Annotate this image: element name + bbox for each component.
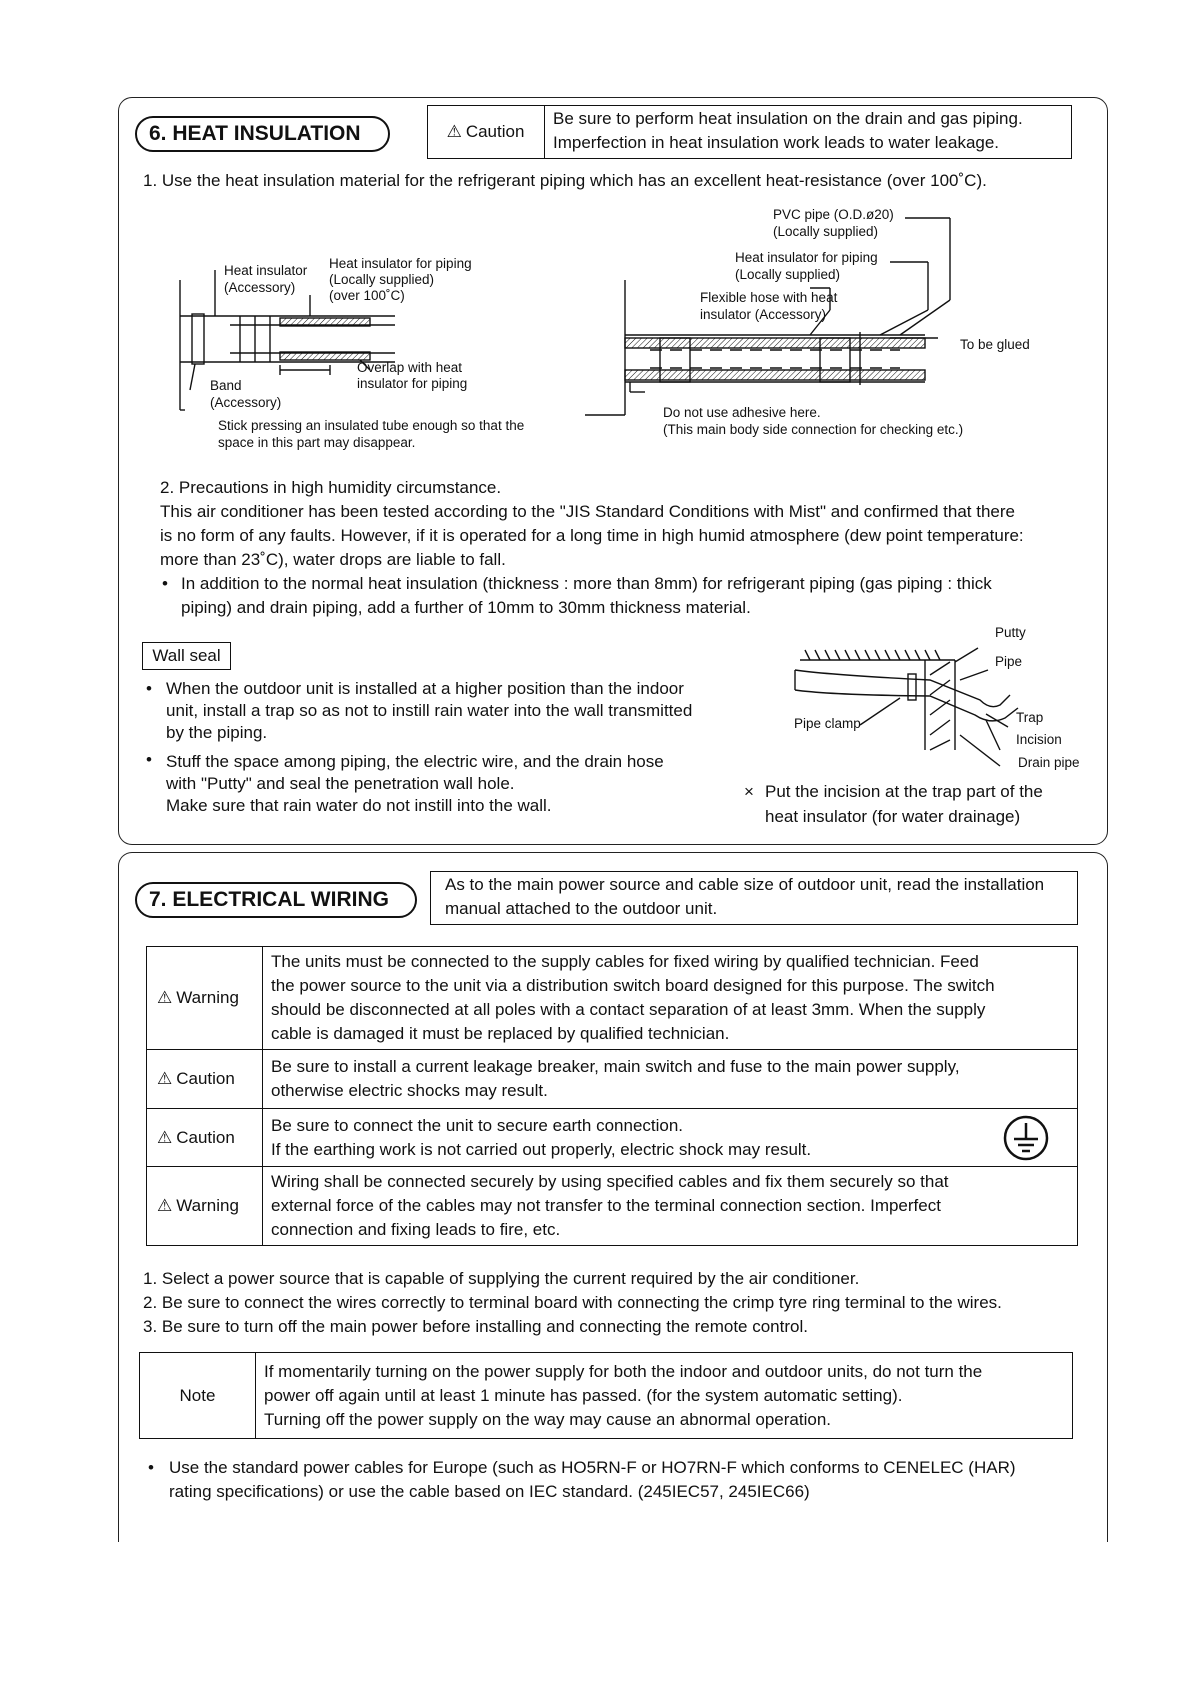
warning-row	[147, 947, 1078, 1050]
bullet-7-dot: •	[148, 1458, 154, 1477]
note-line: If momentarily turning on the power supply for both the indoor and outdoor units, do not turn the	[264, 1361, 983, 1381]
row-line: cable is damaged it must be replaced by qualified technician.	[271, 1024, 730, 1043]
list-item-1: 1. Select a power source that is capable of supplying the current required by the air conditioner.	[143, 1269, 860, 1288]
warning-row	[147, 1167, 1078, 1246]
item-6-1: 1. Use the heat insulation material for the refrigerant piping which has an excellent heat-resistance (over 100˚C).	[143, 171, 987, 190]
section-7-title-text: 7. ELECTRICAL WIRING	[149, 888, 389, 911]
row-line: The units must be connected to the supply cables for fixed wiring by qualified technician. Feed	[271, 952, 979, 971]
row-line: Wiring shall be connected securely by using specified cables and fix them securely so that	[271, 1172, 949, 1191]
caution-row-label	[147, 1109, 263, 1167]
wall-note-1: Put the incision at the trap part of the	[765, 782, 1043, 801]
caution-row-text	[263, 1050, 1078, 1109]
label-pvc-1: PVC pipe (O.D.ø20)	[773, 207, 894, 222]
label-noadh-1: Do not use adhesive here.	[663, 405, 821, 420]
label-accessory: (Accessory)	[224, 280, 296, 295]
label-band: Band	[210, 378, 242, 393]
warning-row-label	[147, 1167, 263, 1246]
caution-row	[147, 1050, 1078, 1109]
item-6-2-p1: This air conditioner has been tested according to the "JIS Standard Conditions with Mist" and confirmed that there	[160, 502, 1015, 521]
label-locally: (Locally supplied)	[329, 272, 435, 287]
ws-bullet-2: •	[146, 750, 152, 769]
ws-1c: by the piping.	[166, 723, 268, 742]
label-incision: Incision	[1016, 732, 1062, 747]
row-label-text: Warning	[176, 988, 239, 1007]
caution-row-text	[263, 1109, 1078, 1167]
label-hip-1: Heat insulator for piping	[735, 250, 878, 265]
row-line: If the earthing work is not carried out properly, electric shock may result.	[271, 1139, 812, 1159]
warning-triangle-icon: ⚠	[157, 1127, 173, 1147]
ws-1a: When the outdoor unit is installed at a higher position than the indoor	[166, 679, 684, 698]
label-pipe: Pipe	[995, 654, 1023, 669]
ws-bullet-1: •	[146, 679, 152, 698]
label-drain-pipe: Drain pipe	[1018, 755, 1080, 770]
caution-row-earth	[147, 1109, 1078, 1167]
warning-triangle-icon: ⚠	[157, 988, 173, 1007]
caution-row-label	[147, 1050, 263, 1109]
row-label-text: Caution	[176, 1069, 235, 1088]
warning-triangle-icon: ⚠	[157, 1069, 173, 1088]
label-trap: Trap	[1016, 710, 1044, 725]
label-hip-2: (Locally supplied)	[735, 267, 841, 282]
row-line: connection and fixing leads to fire, etc.	[271, 1220, 561, 1239]
caution-label: Caution	[465, 122, 525, 141]
row-line: Be sure to connect the unit to secure earth connection.	[271, 1115, 684, 1135]
section-7-title	[135, 882, 417, 918]
label-pipe-clamp: Pipe clamp	[794, 716, 861, 731]
note-line: power off again until at least 1 minute has passed. (for the system automatic setting).	[264, 1385, 903, 1405]
label-flex-2: insulator (Accessory)	[700, 307, 827, 322]
bullet-7-b: rating specifications) or use the cable based on IEC standard. (245IEC57, 245IEC66)	[169, 1482, 810, 1501]
note-table	[139, 1352, 1073, 1439]
earth-ground-icon	[1003, 1115, 1049, 1161]
section-6-title	[135, 116, 390, 152]
note-label: Note	[140, 1353, 256, 1439]
caution-label-cell	[427, 105, 545, 159]
ws-2c: Make sure that rain water do not instill into the wall.	[166, 796, 552, 815]
ws-2a: Stuff the space among piping, the electric wire, and the drain hose	[166, 752, 664, 771]
warning-table	[146, 946, 1078, 1246]
warning-row-text	[263, 947, 1078, 1050]
row-line: external force of the cables may not transfer to the terminal connection section. Imperfect	[271, 1196, 941, 1215]
wall-seal-label: Wall seal	[152, 646, 221, 665]
label-glued: To be glued	[960, 337, 1030, 352]
row-label-text: Caution	[176, 1127, 235, 1147]
label-overlap-1: Overlap with heat	[357, 360, 463, 375]
row-line: otherwise electric shocks may result.	[271, 1081, 548, 1100]
label-heat-insulator: Heat insulator	[224, 263, 308, 278]
wall-note-2: heat insulator (for water drainage)	[765, 807, 1021, 826]
warning-row-text	[263, 1167, 1078, 1246]
note-mark: ×	[744, 782, 754, 801]
bullet-6-a: In addition to the normal heat insulation (thickness : more than 8mm) for refrigerant piping (gas piping : thick	[181, 574, 992, 593]
label-hi-piping: Heat insulator for piping	[329, 256, 472, 271]
label-putty: Putty	[995, 625, 1026, 640]
item-6-2: 2. Precautions in high humidity circumstance.	[160, 478, 502, 497]
label-stick-1: Stick pressing an insulated tube enough so that the	[218, 418, 525, 433]
ws-2b: with "Putty" and seal the penetration wall hole.	[166, 774, 515, 793]
label-noadh-2: (This main body side connection for checking etc.)	[663, 422, 964, 437]
note-row	[140, 1353, 1073, 1439]
row-line: should be disconnected at all poles with a contact separation of at least 3mm. When the supply	[271, 1000, 986, 1019]
label-over100: (over 100˚C)	[329, 288, 405, 303]
row-line: the power source to the unit via a distribution switch board designed for this purpose. The switch	[271, 976, 995, 995]
label-stick-2: space in this part may disappear.	[218, 435, 416, 450]
item-6-2-p3: more than 23˚C), water drops are liable to fall.	[160, 550, 506, 569]
warning-triangle-icon: ⚠	[157, 1196, 173, 1215]
label-pvc-2: (Locally supplied)	[773, 224, 879, 239]
ws-1b: unit, install a trap so as not to instill rain water into the wall transmitted	[166, 701, 693, 720]
list-item-3: 3. Be sure to turn off the main power before installing and connecting the remote control.	[143, 1317, 808, 1336]
bullet-7-a: Use the standard power cables for Europe (such as HO5RN-F or HO7RN-F which conforms to CENELEC (HAR)	[169, 1458, 1016, 1477]
warning-row-label	[147, 947, 263, 1050]
note-text	[256, 1353, 1073, 1439]
warning-triangle-icon: ⚠	[446, 122, 462, 141]
caution-line-1: Be sure to perform heat insulation on the drain and gas piping.	[553, 109, 1023, 128]
label-band-acc: (Accessory)	[210, 395, 282, 410]
caution-line-2: Imperfection in heat insulation work leads to water leakage.	[553, 133, 1000, 152]
section-6-title-text: 6. HEAT INSULATION	[149, 122, 361, 145]
note-line: Turning off the power supply on the way may cause an abnormal operation.	[264, 1409, 832, 1429]
item-6-2-p2: is no form of any faults. However, if it is operated for a long time in high humid atmosphere (dew point temperature:	[160, 526, 1024, 545]
section-7-intro-2: manual attached to the outdoor unit.	[445, 899, 718, 918]
wall-seal-box	[142, 642, 231, 670]
list-item-2: 2. Be sure to connect the wires correctly to terminal board with connecting the crimp tyre ring terminal to the wires.	[143, 1293, 1002, 1312]
row-label-text: Warning	[176, 1196, 239, 1215]
section-7-intro-1: As to the main power source and cable size of outdoor unit, read the installation	[445, 875, 1045, 894]
label-flex-1: Flexible hose with heat	[700, 290, 838, 305]
label-overlap-2: insulator for piping	[357, 376, 468, 391]
bullet-dot: •	[162, 574, 168, 593]
row-line: Be sure to install a current leakage breaker, main switch and fuse to the main power supply,	[271, 1057, 960, 1076]
bullet-6-b: piping) and drain piping, add a further of 10mm to 30mm thickness material.	[181, 598, 751, 617]
